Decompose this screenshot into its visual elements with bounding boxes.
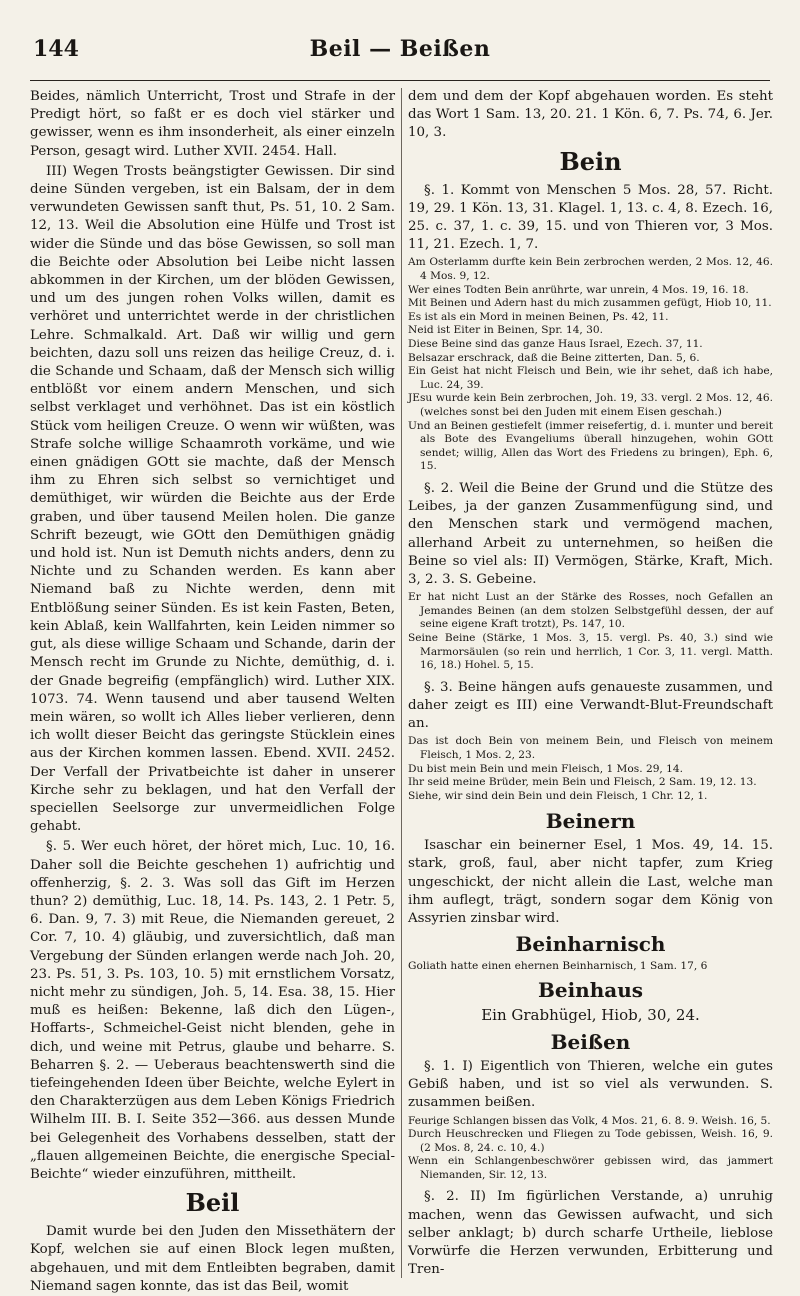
citation: Ihr seid meine Brüder, mein Bein und Fleisch, 2 Sam. 19, 12. 13. [408,776,757,789]
page-number: 144 [33,36,79,62]
citation: Er hat nicht Lust an der Stärke des Rosses, noch Gefallen an Jemandes Beinen (an dem stolzen Selbstgefühl dessen, der auf seine eigene Kraft trotzt), Ps. 147, 10. [408,591,773,631]
citation: Feurige Schlangen bissen das Volk, 4 Mos. 21, 6. 8. 9. Weish. 16, 5. [408,1114,771,1127]
citation-block [408,735,773,803]
paragraph: Damit wurde bei den Juden den Missethätern der Kopf, welchen sie auf einen Block legen mußten, abgehauen, und mit dem Entleibten begraben, damit Niemand sagen konnte, das ist das Beil, womit [30,1224,395,1294]
entry-heading-beil: Beil [185,1188,240,1218]
right-column [408,88,773,1278]
citation: Mit Beinen und Adern hast du mich zusammen gefügt, Hiob 10, 11. [408,297,772,310]
running-head: Beil — Beißen [309,36,491,62]
citation: Belsazar erschrack, daß die Beine zitterten, Dan. 5, 6. [408,351,700,364]
paragraph: §. 1. Kommt von Menschen 5 Mos. 28, 57. Richt. 19, 29. 1 Kön. 13, 31. Klagel. 1, 13. c. 4, 8. Ezech. 16, 25. c. 37, 1. c. 39, 15. und von Thieren vor, 3 Mos. 11, 21. Ezech. 1, 7. [408,182,773,253]
citation: Es ist als ein Mord in meinen Beinen, Ps. 42, 11. [408,310,669,323]
citation: Du bist mein Bein und mein Fleisch, 1 Mos. 29, 14. [408,762,684,775]
entry-heading-beinern: Beinern [545,809,636,834]
citation-block [408,591,773,673]
citation: Seine Beine (Stärke, 1 Mos. 3, 15. vergl. Ps. 40, 3.) sind wie Marmorsäulen (so rein und herrlich, 1 Cor. 3, 11. vergl. Matth. 16, 18.) Hohel. 5, 15. [408,631,773,672]
paragraph: §. 5. Wer euch höret, der höret mich, Luc. 10, 16. Daher soll die Beichte geschehen 1) aufrichtig und offenherzig, §. 2. 3. Was soll das Gift im Herzen thun? 2) demüthig, Luc. 18, 14. Ps. 143, 2. 1 Petr. 5, 6. Dan. 9, 7. 3) mit Reue, die Niemanden gereuet, 2 Cor. 7, 10. 4) gläubig, und zuversichtlich, daß man Vergebung der Sünden erlangen werde nach Joh. 20, 23. Ps. 51, 3. Ps. 103, 10. 5) mit ernstlichem Vorsatz, nicht mehr zu sündigen, Joh. 5, 14. Esa. 38, 15. Hier muß es heißen: Bekenne, laß dich den Lügen-, Hoffarts-, Schmeichel-Geist nicht blenden, gehe in dich, und weine mit Petrus, glaube und beharre. S. Beharren §. 2. — Ueberaus beachtenswerth sind die tiefeingehenden Ideen über Beichte, welche Eylert in den Charakterzügen aus dem Leben Königs Friedrich Wilhelm III. B. I. Seite 352—366. aus dessen Munde bei Gelegenheit des Vorhabens desselben, statt der „flauen allgemeinen Beichte, die energische Special-Beichte“ wieder einzuführen, mittheilt. [30,839,395,1182]
citation: Das ist doch Bein von meinem Bein, und Fleisch von meinem Fleisch, 1 Mos. 2, 23. [408,735,773,761]
beinhaus-definition: Ein Grabhügel, Hiob, 30, 24. [481,1005,700,1024]
paragraph: §. 3. Beine hängen aufs genaueste zusammen, und daher zeigt es III) eine Verwandt-Blut-Freundschaft an. [408,679,773,732]
entry-heading-beissen: Beißen [550,1029,631,1054]
citation: Und an Beinen gestiefelt (immer reisefertig, d. i. munter und bereit als Bote des Evangeliums überall hinzugehen, wohin GOtt sendet; willig, Allen das Wort des Friedens zu bringen), Eph. 6, 15. [408,419,773,473]
citation: Siehe, wir sind dein Bein und dein Fleisch, 1 Chr. 12, 1. [408,789,708,802]
citation: Goliath hatte einen ehernen Beinharnisch, 1 Sam. 17, 6 [408,960,708,973]
entry-heading-bein: Bein [559,146,622,176]
citation: Am Osterlamm durfte kein Bein zerbrochen werden, 2 Mos. 12, 46. 4 Mos. 9, 12. [408,256,773,283]
paragraph: dem und dem der Kopf abgehauen worden. Es steht das Wort 1 Sam. 13, 20. 21. 1 Kön. 6, 7. Ps. 74, 6. Jer. 10, 3. [408,89,773,141]
entry-heading-beinhaus: Beinhaus [537,977,644,1002]
left-column [30,88,395,1294]
citation: Diese Beine sind das ganze Haus Israel, Ezech. 37, 11. [408,337,703,350]
paragraph: §. 2. II) Im figürlichen Verstande, a) unruhig machen, wenn das Gewissen aufwacht, und sich selber anklagt; b) durch scharfe Urtheile, lieblose Vorwürfe die Herzen verwunden, Erbitterung und Tren- [408,1189,773,1278]
citation: Durch Heuschrecken und Fliegen zu Tode gebissen, Weish. 16, 9. (2 Mos. 8, 24. c. 10, 4.) [408,1128,773,1154]
citation: Wer eines Todten Bein anrührte, war unrein, 4 Mos. 19, 16. 18. [408,283,749,296]
entry-heading-beinharnisch: Beinharnisch [515,932,666,957]
citation-block [408,256,773,474]
citation-block [408,1115,773,1183]
paragraph: Beides, nämlich Unterricht, Trost und Strafe in der Predigt hört, so faßt er es doch viel stärker und gewisser, wenn es ihm insonderheit, als einer einzeln Person, gesagt wird. Luther XVII. 2454. Hall. [30,89,395,159]
citation: JEsu wurde kein Bein zerbrochen, Joh. 19, 33. vergl. 2 Mos. 12, 46. (welches sonst bei den Juden mit einem Eisen geschah.) [408,392,773,418]
paragraph: §. 2. Weil die Beine der Grund und die Stütze des Leibes, ja der ganzen Zusammenfügung sind, und den Menschen stark und vermögend machen, allerhand Arbeit zu unternehmen, so heißen die Beine so viel als: II) Vermögen, Stärke, Kraft, Mich. 3, 2. 3. S. Gebeine. [408,480,773,587]
paragraph: §. 1. I) Eigentlich von Thieren, welche ein gutes Gebiß haben, und ist so viel als verwunden. S. zusammen beißen. [408,1058,773,1111]
column-divider [401,88,402,1278]
citation: Ein Geist hat nicht Fleisch und Bein, wie ihr sehet, daß ich habe, Luc. 24, 39. [408,365,773,391]
paragraph: Isaschar ein beinerner Esel, 1 Mos. 49, 14. 15. stark, groß, faul, aber nicht tapfer, zum Krieg ungeschickt, der nicht allein die Last, welche man ihm auflegt, trägt, sondern sogar dem König von Assyrien zinsbar wird. [408,838,773,927]
paragraph: III) Wegen Trosts beängstigter Gewissen. Dir sind deine Sünden vergeben, ist ein Balsam, der in dem verwundeten Gewissen sanft thut, Ps. 51, 10. 2 Sam. 12, 13. Weil die Absolution eine Hülfe und Trost ist wider die Sünde und das böse Gewissen, so soll man die Beichte oder Absolution bei Leibe nicht lassen abkommen in der Kirchen, um der blöden Gewissen, und um des jungen rohen Volks willen, damit es verhöret und unterrichtet werde in der christlichen Lehre. Schmalkald. Art. Daß wir willig und gern beichten, dazu soll uns reizen das heilige Creuz, d. i. die Schande und Schaam, daß der Mensch sich willig entblößt vor einem andern Menschen, und sich selbst verklaget und verhöhnet. Das ist ein köstlich Stück vom heiligen Creuze. O wenn wir wüßten, was Strafe solche willige Schaamroth vorkäme, und wie einen gnädigen GOtt sie machte, daß der Mensch ihm zu Ehren sich selbst so vernichtiget und demüthiget, wir würden die Beichte aus der Erde graben, und über tausend Meilen holen. Die ganze Schrift bezeugt, wie GOtt den Demüthigen gnädig und hold ist. Nun ist Demuth nichts anders, denn zu Nichte und zu Schanden werden. Es kann aber Niemand baß zu Nichte werden, denn mit Entblößung seiner Sünden. Es ist kein Fasten, Beten, kein Ablaß, kein Wallfahrten, kein Leiden nimmer so gut, als diese willige Schaam und Schande, darin der Mensch recht im Grunde zu Nichte, demüthig, d. i. der Gnade begreifig (empfänglich) wird. Luther XIX. 1073. 74. Wenn tausend und aber tausend Welten mein wären, so wollt ich Alles lieber verlieren, denn ich wollt dieser Beicht das geringste Stücklein eines aus der Kirchen kommen lassen. Ebend. XVII. 2452. Der Verfall der Privatbeichte ist daher in unserer Kirche sehr zu beklagen, und hat den Verfall der speciellen Seelsorge zur unvermeidlichen Folge gehabt. [30,163,395,835]
citation: Wenn ein Schlangenbeschwörer gebissen wird, das jammert Niemanden, Sir. 12, 13. [408,1155,773,1181]
header-rule [30,80,770,81]
citation: Neid ist Eiter in Beinen, Spr. 14, 30. [408,324,604,337]
